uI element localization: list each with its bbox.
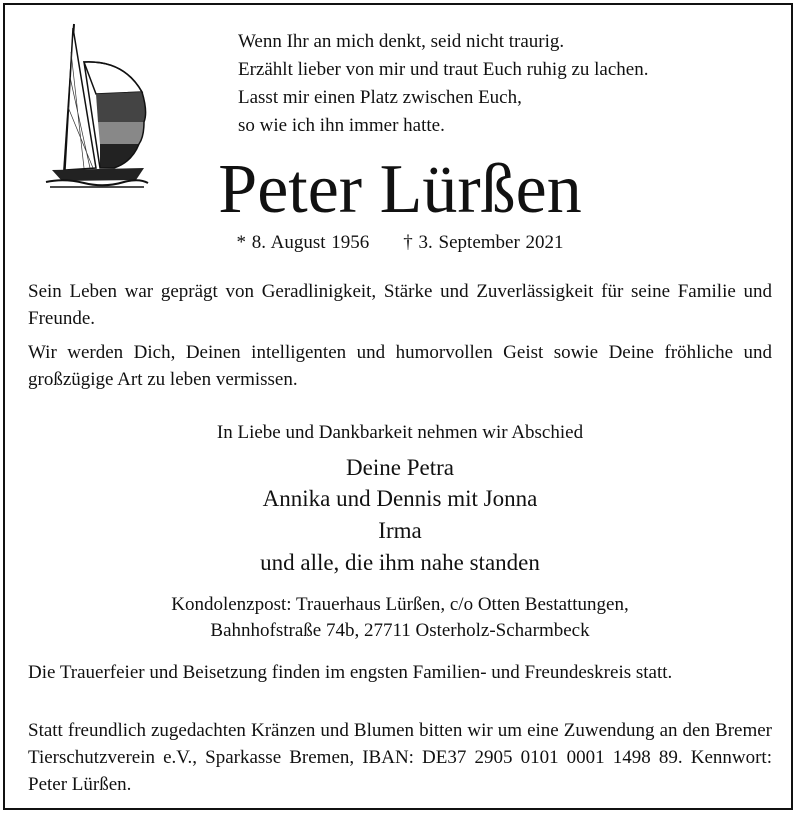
condolence-line: Kondolenzpost: Trauerhaus Lürßen, c/o Otten Bestattungen,: [171, 594, 629, 615]
remembrance-paragraph: Wir werden Dich, Deinen intelligenten und humorvollen Geist sowie Deine fröhliche und großzügige Art zu leben vermissen.: [28, 342, 772, 390]
donation-info: Statt freundlich zugedachten Kränzen und Blumen bitten wir um eine Zuwendung an den Bremer Tierschutzverein e.V., Sparkasse Bremen, IBAN: DE37 2905 0101 0001 1498 89. Kennwort: Peter Lürßen.: [28, 720, 772, 795]
family-member: Deine Petra: [346, 455, 454, 480]
family-member: und alle, die ihm nahe standen: [260, 550, 540, 575]
family-member: Irma: [378, 518, 422, 543]
poem-line: Erzählt lieber von mir und traut Euch ruhig zu lachen.: [238, 59, 649, 80]
condolence-address: [0, 592, 800, 644]
birth-date: * 8. August 1956: [236, 232, 370, 253]
condolence-line: Bahnhofstraße 74b, 27711 Osterholz-Scharmbeck: [210, 620, 590, 641]
tribute-paragraph: Sein Leben war geprägt von Geradlinigkeit, Stärke und Zuverlässigkeit für seine Familie und Freunde.: [28, 281, 772, 329]
death-date: † 3. September 2021: [403, 232, 564, 253]
poem-line: so wie ich ihn immer hatte.: [238, 115, 445, 136]
farewell-line: In Liebe und Dankbarkeit nehmen wir Abschied: [216, 422, 584, 443]
funeral-info: Die Trauerfeier und Beisetzung finden im engsten Familien- und Freundeskreis statt.: [28, 662, 673, 683]
deceased-name-text: Peter Lürßen: [218, 151, 582, 228]
poem-line: Wenn Ihr an mich denkt, seid nicht traurig.: [238, 31, 565, 52]
family-member: Annika und Dennis mit Jonna: [262, 486, 538, 511]
deceased-name: [0, 150, 800, 230]
poem-line: Lasst mir einen Platz zwischen Euch,: [238, 87, 522, 108]
poem: [238, 28, 778, 140]
life-dates: [0, 230, 800, 256]
